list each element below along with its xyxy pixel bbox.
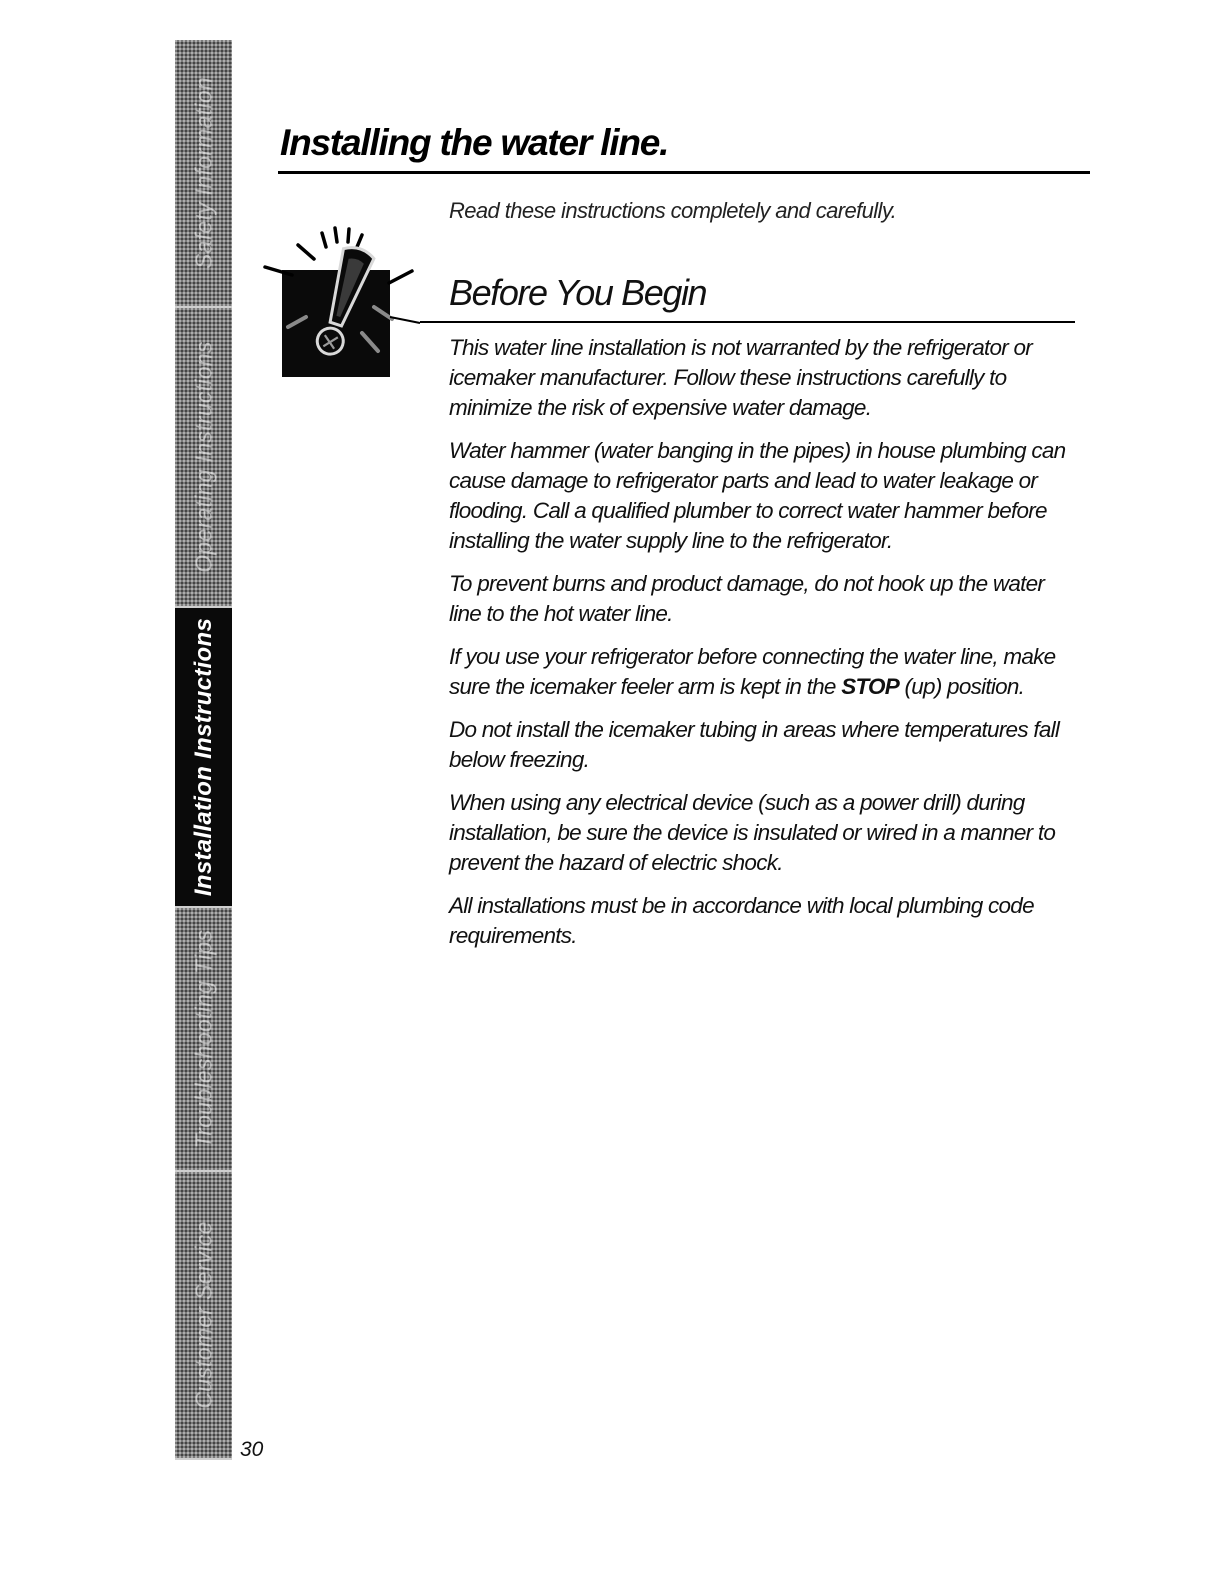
page-title: Installing the water line. xyxy=(280,122,669,163)
side-tab-column xyxy=(175,40,232,1460)
paragraph-hot-water: To prevent burns and product damage, do not hook up the water line to the hot water line. xyxy=(449,571,1045,626)
section-divider xyxy=(420,321,1075,323)
side-tab-label: Troubleshooting Tips xyxy=(190,929,216,1149)
side-tab-operating-instructions[interactable] xyxy=(175,308,232,608)
page-number: 30 xyxy=(240,1438,264,1461)
subtitle: Read these instructions completely and carefully. xyxy=(449,198,897,223)
side-tab-label: Installation Instructions xyxy=(189,617,217,897)
paragraph-warranty: This water line installation is not warranted by the refrigerator or icemaker manufacturer. Follow these instructions carefully to minimize the risk of expensive water damage. xyxy=(449,335,1033,420)
paragraph-electrical: When using any electrical device (such as a power drill) during installation, be sure the device is insulated or wired in a manner to prevent the hazard of electric shock. xyxy=(449,790,1056,875)
instructions-body xyxy=(449,333,1079,964)
paragraph-freezing: Do not install the icemaker tubing in areas where temperatures fall below freezing. xyxy=(449,717,1060,772)
side-tab-label: Operating Instructions xyxy=(190,341,216,573)
side-tab-customer-service[interactable] xyxy=(175,1172,232,1460)
stop-label: STOP xyxy=(841,674,900,699)
side-tab-troubleshooting-tips[interactable] xyxy=(175,908,232,1172)
warning-exclamation-icon xyxy=(262,225,422,380)
paragraph-plumbing-code: All installations must be in accordance with local plumbing code requirements. xyxy=(449,893,1034,948)
side-tab-label: Safety Information xyxy=(190,76,216,270)
side-tab-safety-information[interactable] xyxy=(175,40,232,308)
feeler-arm-text-before: If you use your refrigerator before connecting the water line, make sure the icemaker feeler arm is kept in the xyxy=(449,644,1056,699)
side-tab-label: Customer Service xyxy=(190,1221,216,1409)
paragraph-feeler-arm xyxy=(449,642,1079,702)
feeler-arm-text-after: (up) position. xyxy=(899,674,1025,699)
side-tab-installation-instructions[interactable] xyxy=(175,608,232,908)
title-divider xyxy=(278,171,1090,174)
paragraph-water-hammer: Water hammer (water banging in the pipes) in house plumbing can cause damage to refrigerator parts and lead to water leakage or flooding. Call a qualified plumber to correct water hammer before installing the water supply line to the refrigerator. xyxy=(449,438,1066,553)
section-heading: Before You Begin xyxy=(449,272,707,313)
